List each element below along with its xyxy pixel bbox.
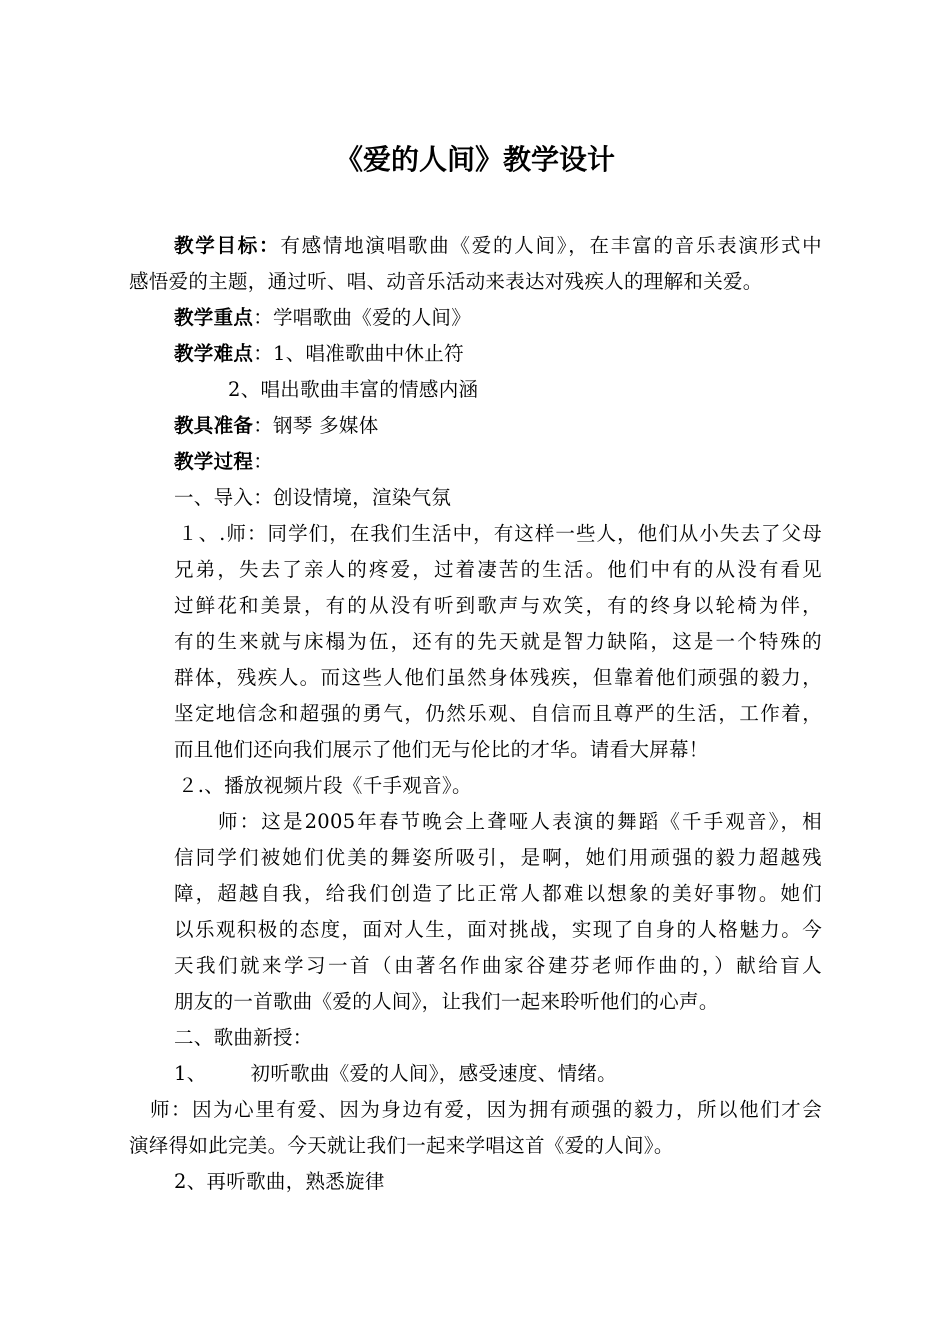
paragraph-3-line: 障，超越自我，给我们创造了比正常人都难以想象的美好事物。她们 (174, 882, 822, 905)
section-2-heading: 二、歌曲新授： (174, 1026, 313, 1049)
goal-label: 教学目标： (174, 234, 281, 257)
difficulty-label: 教学难点 (174, 342, 254, 365)
goal-text-1: 有感情地演唱歌曲《爱的人间》，在丰富的音乐表演形式中 (280, 234, 822, 257)
paragraph-3-line: 信同学们被她们优美的舞姿所吸引，是啊，她们用顽强的毅力超越残 (174, 846, 822, 869)
paragraph-1-line: 而且他们还向我们展示了他们无与伦比的才华。请看大屏幕！ (174, 738, 709, 761)
paragraph-1-line: 有的生来就与床榻为伍，还有的先天就是智力缺陷，这是一个特殊的 (174, 630, 822, 653)
paragraph-2: ２.、播放视频片段《千手观音》。 (178, 774, 472, 797)
goal-line-1 (174, 228, 822, 264)
process-label: 教学过程 (174, 450, 254, 473)
paragraph-1-line: 坚定地信念和超强的勇气，仍然乐观、自信而且尊严的生活，工作着， (174, 702, 822, 725)
paragraph-3-line: 师：这是2005年春节晚会上聋哑人表演的舞蹈《千手观音》，相 (218, 810, 822, 833)
goal-line-2: 感悟爱的主题，通过听、唱、动音乐活动来表达对残疾人的理解和关爱。 (129, 270, 763, 293)
list-item-1-text: 初听歌曲《爱的人间》，感受速度、情绪。 (250, 1062, 617, 1085)
paragraph-4-line: 演绎得如此完美。今天就让我们一起来学唱这首《爱的人间》。 (129, 1134, 674, 1157)
document-title: 《爱的人间》教学设计 (334, 143, 615, 176)
paragraph-3-line: 天我们就来学习一首（由著名作曲家谷建芬老师作曲的，）献给盲人 (174, 954, 822, 977)
tools-label: 教具准备 (174, 414, 254, 437)
difficulty-text: ：1、唱准歌曲中休止符 (253, 342, 464, 365)
paragraph-1-line: １、.师：同学们，在我们生活中，有这样一些人，他们从小失去了父母 (178, 522, 822, 545)
paragraph-3-line: 朋友的一首歌曲《爱的人间》，让我们一起来聆听他们的心声。 (174, 990, 719, 1013)
difficulty-line (174, 336, 464, 372)
paragraph-3-line: 以乐观积极的态度，面对人生，面对挑战，实现了自身的人格魅力。今 (174, 918, 822, 941)
process-colon: ： (253, 450, 274, 473)
section-1-heading: 一、导入：创设情境，渲染气氛 (174, 486, 452, 509)
list-item-1-number: 1、 (174, 1062, 207, 1085)
paragraph-1-line: 兄弟，失去了亲人的疼爱，过着凄苦的生活。他们中有的从没有看见 (174, 558, 822, 581)
paragraph-1-line: 过鲜花和美景，有的从没有听到歌声与欢笑，有的终身以轮椅为伴， (174, 594, 822, 617)
focus-line (174, 300, 471, 336)
paragraph-4-line: 师：因为心里有爱、因为身边有爱，因为拥有顽强的毅力，所以他们才会 (150, 1098, 822, 1121)
focus-label: 教学重点 (174, 306, 254, 329)
difficulty-item-2: 2、唱出歌曲丰富的情感内涵 (228, 378, 479, 401)
list-item-1 (174, 1056, 617, 1092)
tools-line (174, 408, 379, 444)
process-line (174, 444, 273, 480)
tools-text: ：钢琴 多媒体 (253, 414, 379, 437)
focus-text: ：学唱歌曲《爱的人间》 (253, 306, 472, 329)
list-item-2: 2、再听歌曲，熟悉旋律 (174, 1170, 385, 1193)
paragraph-1-line: 群体，残疾人。而这些人他们虽然身体残疾，但靠着他们顽强的毅力， (174, 666, 822, 689)
